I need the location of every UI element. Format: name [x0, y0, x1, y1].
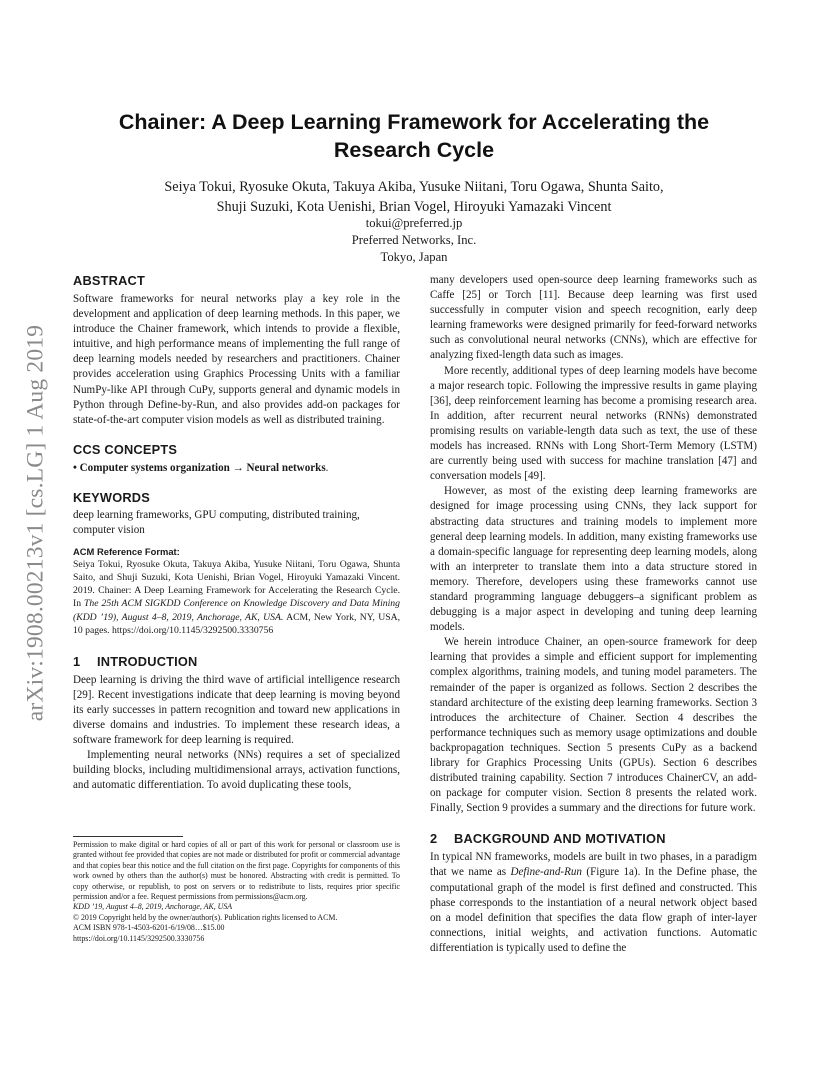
right-paragraph-3: However, as most of the existing deep learning frameworks are designed for image processing using CNNs, they lack support for abstracting data structures and training models to implement more general deep learning models. In addition, many existing frameworks use a domain-specific language for representing deep learning models, along with an interpreter to translate them into a data structure stored in memory. Therefore, developers using these frameworks cannot use standard programming language debuggers–a significant problem as debugging is a major aspect in developing and tuning deep learning models.: [430, 485, 757, 634]
keywords-text: deep learning frameworks, GPU computing, distributed training, computer vision: [73, 508, 360, 537]
introduction-title: INTRODUCTION: [97, 653, 198, 669]
authors-line-1: Seiya Tokui, Ryosuke Okuta, Takuya Akiba, Yusuke Niitani, Toru Ogawa, Shunta Saito,: [164, 179, 664, 195]
section-2-title: BACKGROUND AND MOTIVATION: [454, 831, 666, 847]
arxiv-id[interactable]: arXiv:1908.00213v1 [cs.LG] 1 Aug 2019: [22, 324, 49, 722]
reference-format-plain: Seiya Tokui, Ryosuke Okuta, Takuya Akiba, Yusuke Niitani, Toru Ogawa, Shunta Saito, and Shuji Suzuki, Kota Uenishi, Brian Vogel, Hiroyuki Yamazaki Vincent. 2019. Chainer: A Deep Learning Framework for Accelerating the Research Cycle. In: [73, 559, 400, 610]
introduction-number: 1: [73, 653, 81, 669]
author-list: [90, 178, 738, 217]
affiliation: [90, 232, 738, 265]
define-and-run-term: Define-and-Run: [510, 866, 582, 879]
section-2-text-b: (Figure 1a). In the Define phase, the computational graph of the model is first defined and constructed. This phase corresponds to the instantiation of a neural network object based on a model definition that specifies the data flow graph of inter-layer connections, initial weights, and activation functions. Automatic differentiation is typically used to define the: [430, 866, 757, 954]
authors-line-2: Shuji Suzuki, Kota Uenishi, Brian Vogel, Hiroyuki Yamazaki Vincent: [216, 198, 612, 215]
paper-title: [90, 108, 738, 164]
location: Tokyo, Japan: [380, 249, 448, 264]
section-2-paragraph-1: [430, 850, 757, 956]
abstract-heading: ABSTRACT: [73, 273, 145, 288]
right-paragraph-1: many developers used open-source deep learning frameworks such as Caffe [25] or Torch [11]. Because deep learning was first used successfully in computer vision and speech recognition, early deep learning frameworks were designed primarily for feed-forward networks such as convolutional neural networks (CNNs), which are effective for analyzing fixed-length data such as images.: [430, 274, 757, 362]
reference-format-text: [73, 558, 400, 637]
right-paragraph-2: More recently, additional types of deep learning models have become a major research topic. Following the impressive results in game playing [36], deep reinforcement learning has become a promising research area. In addition, after recurrent neural networks (RNNs) demonstrated promising results on variable-length data such as text, the use of these models has increased. RNNs with Long Short-Term Memory (LSTM) are currently being used with success for machine translation [47] and conversation models [49].: [430, 364, 757, 483]
left-column: [73, 272, 400, 793]
reference-format-tail: ACM, New York, NY, USA, 10 pages. https://doi.org/10.1145/3292500.3330756: [73, 611, 400, 636]
organization: Preferred Networks, Inc.: [351, 233, 477, 247]
copyright-footnote: [73, 840, 400, 944]
title-line-2: Research Cycle: [333, 138, 495, 162]
permission-notice: Permission to make digital or hard copies of all or part of this work for personal or classroom use is granted without fee provided that copies are not made or distributed for profit or commercial advantage and that copies bear this notice and the full citation on the first page. Copyrights for components of this work owned by others than the author(s) must be honored. Abstracting with credit is permitted. To copy otherwise, or republish, to post on servers or to redistribute to lists, requires prior specific permission and/or a fee. Request permissions from permissions@acm.org.: [73, 840, 400, 902]
reference-format-venue: The 25th ACM SIGKDD Conference on Knowledge Discovery and Data Mining (KDD ’19), August 4–8, 2019, Anchorage, AK, USA.: [73, 598, 400, 623]
ccs-concept-text: • Computer systems organization → Neural networks: [73, 461, 326, 474]
right-paragraph-4: We herein introduce Chainer, an open-source framework for deep learning that provides a simple and efficient support for implementing complex algorithms, training models, and tuning model parameters. The remainder of the paper is organized as follows. Section 2 describes the standard architecture of the existing deep learning frameworks. Section 3 introduces the architecture of Chainer. Section 4 describes the performance techniques such as memory usage optimizations and double backpropagation techniques. Section 5 presents CuPy as a backend library for Graphics Processing Units (GPUs). Section 6 describes distributed training capability. Section 7 introduces ChainerCV, an add-on package for computer vision. Section 8 presents the related work. Finally, Section 9 provides a summary and the directions for future work.: [430, 636, 757, 815]
title-line-1: Chainer: A Deep Learning Framework for Accelerating the: [118, 110, 710, 134]
introduction-paragraph-1: Deep learning is driving the third wave of artificial intelligence research [29]. Recent investigations indicate that deep learning is moving beyond its early successes in pattern recognition and toward new applications in diverse domains and industries. To implement these research ideas, a software framework for deep learning is required.: [73, 673, 400, 747]
footnote-divider: [73, 836, 183, 837]
section-2-heading: [430, 830, 757, 848]
reference-format-heading: ACM Reference Format:: [73, 546, 180, 558]
introduction-paragraph-2: Implementing neural networks (NNs) requires a set of specialized building blocks, including multidimensional arrays, activation functions, and automatic differentiation. To avoid duplicating these tools,: [73, 749, 400, 792]
section-2-number: 2: [430, 831, 438, 847]
right-column: [430, 273, 757, 956]
doi-link[interactable]: https://doi.org/10.1145/3292500.3330756: [73, 933, 205, 943]
introduction-heading: [73, 653, 400, 671]
isbn-line: ACM ISBN 978-1-4503-6201-6/19/08…$15.00: [73, 923, 225, 933]
ccs-heading: CCS CONCEPTS: [73, 441, 178, 457]
author-email[interactable]: tokui@preferred.jp: [365, 216, 463, 230]
arxiv-identifier-stamp: [18, 288, 54, 758]
copyright-line: © 2019 Copyright held by the owner/author(s). Publication rights licensed to ACM.: [73, 912, 338, 922]
section-2-text-a: In typical NN frameworks, models are built in two phases, in a paradigm that we name as: [430, 851, 757, 879]
abstract-text: Software frameworks for neural networks play a key role in the development and application of deep learning methods. In this paper, we introduce the Chainer framework, which intends to provide a flexible, intuitive, and high performance means of implementing the full range of deep learning models needed by researchers and practitioners. Chainer provides acceleration using Graphics Processing Units with a familiar NumPy-like API through CuPy, supports general and dynamic models in Python through Define-by-Run, and also provides add-on packages for state-of-the-art computer vision models as well as distributed training.: [73, 293, 400, 426]
ccs-concept-end: .: [325, 461, 329, 474]
conference-line: KDD ’19, August 4–8, 2019, Anchorage, AK, USA: [73, 902, 233, 912]
keywords-heading: KEYWORDS: [73, 489, 150, 505]
ccs-concepts: [73, 461, 400, 476]
